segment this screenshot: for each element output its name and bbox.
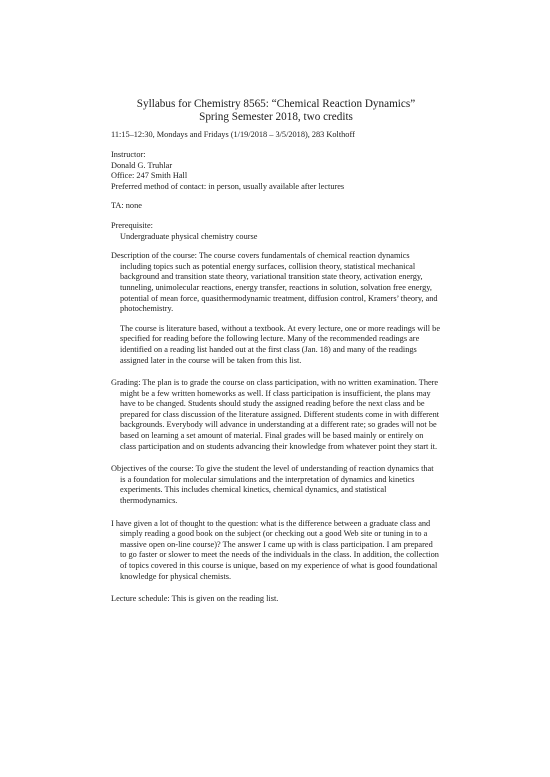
- grading-paragraph: Grading: The plan is to grade the course on class participation, with no written examination. There might be a few written homeworks as well. If class participation is insufficient, the plans may have to be changed. Students should study the assigned reading before the next class and be prepared for class discussion of the literature assigned. Different students come in with different backgrounds. Everybody will advance in understanding at a different rate; so grades will not be based on learning a set amount of material. Final grades will be based mainly or entirely on class participation and on students advancing their knowledge from whatever point they start it.: [111, 378, 440, 451]
- title-line-1: Syllabus for Chemistry 8565: “Chemical Reaction Dynamics”: [136, 98, 416, 110]
- instructor-contact: Preferred method of contact: in person, usually available after lectures: [111, 181, 345, 191]
- course-description: Description of the course: The course covers fundamentals of chemical reaction dynamics including topics such as potential energy surfaces, collision theory, statistical mechanical background and transition state theory, variational transition state theory, activation energy, tunneling, unimolecular reactions, energy transfer, reactions in solution, solvation free energy, potential of mean force, quasithermodynamic treatment, diffusion control, Kramers’ theory, and photochemistry.: [111, 251, 438, 314]
- thoughts-paragraph: I have given a lot of thought to the question: what is the difference between a graduate class and simply reading a good book on the subject (or checking out a good Web site or tuning in to a massive open on-line course)? The answer I came up with is class participation. I am prepared to go faster or slower to meet the needs of the individuals in the class. In addition, the collection of topics covered in this course is unique, based on my experience of what is good foundational knowledge for physical chemists.: [111, 518, 439, 581]
- prerequisite-value: Undergraduate physical chemistry course: [120, 231, 258, 241]
- literature-paragraph: The course is literature based, without a textbook. At every lecture, one or more readings will be specified for reading before the following lecture. Many of the recommended readings are identified on a reading list handed out at the first class (Jan. 18) and many of the readings assigned later in the course will be taken from this list.: [120, 323, 441, 365]
- prerequisite-block: [111, 221, 441, 242]
- document-title: [111, 98, 441, 124]
- ta-line: TA: none: [111, 201, 142, 211]
- syllabus-page: [111, 98, 441, 605]
- prerequisite-label: Prerequisite:: [111, 220, 153, 230]
- objectives-paragraph: Objectives of the course: To give the student the level of understanding of reaction dynamics that is a foundation for molecular simulations and the interpretation of dynamics and kinetics experiments. This includes chemical kinetics, chemical dynamics, and statistical thermodynamics.: [111, 464, 434, 506]
- title-line-2: Spring Semester 2018, two credits: [199, 111, 353, 124]
- instructor-block: [111, 150, 441, 192]
- schedule-line: 11:15–12:30, Mondays and Fridays (1/19/2018 – 3/5/2018), 283 Kolthoff: [111, 130, 355, 140]
- instructor-label: Instructor:: [111, 150, 146, 159]
- lecture-schedule: Lecture schedule: This is given on the reading list.: [111, 594, 279, 604]
- instructor-office: Office: 247 Smith Hall: [111, 171, 188, 181]
- instructor-name: Donald G. Truhlar: [111, 160, 173, 170]
